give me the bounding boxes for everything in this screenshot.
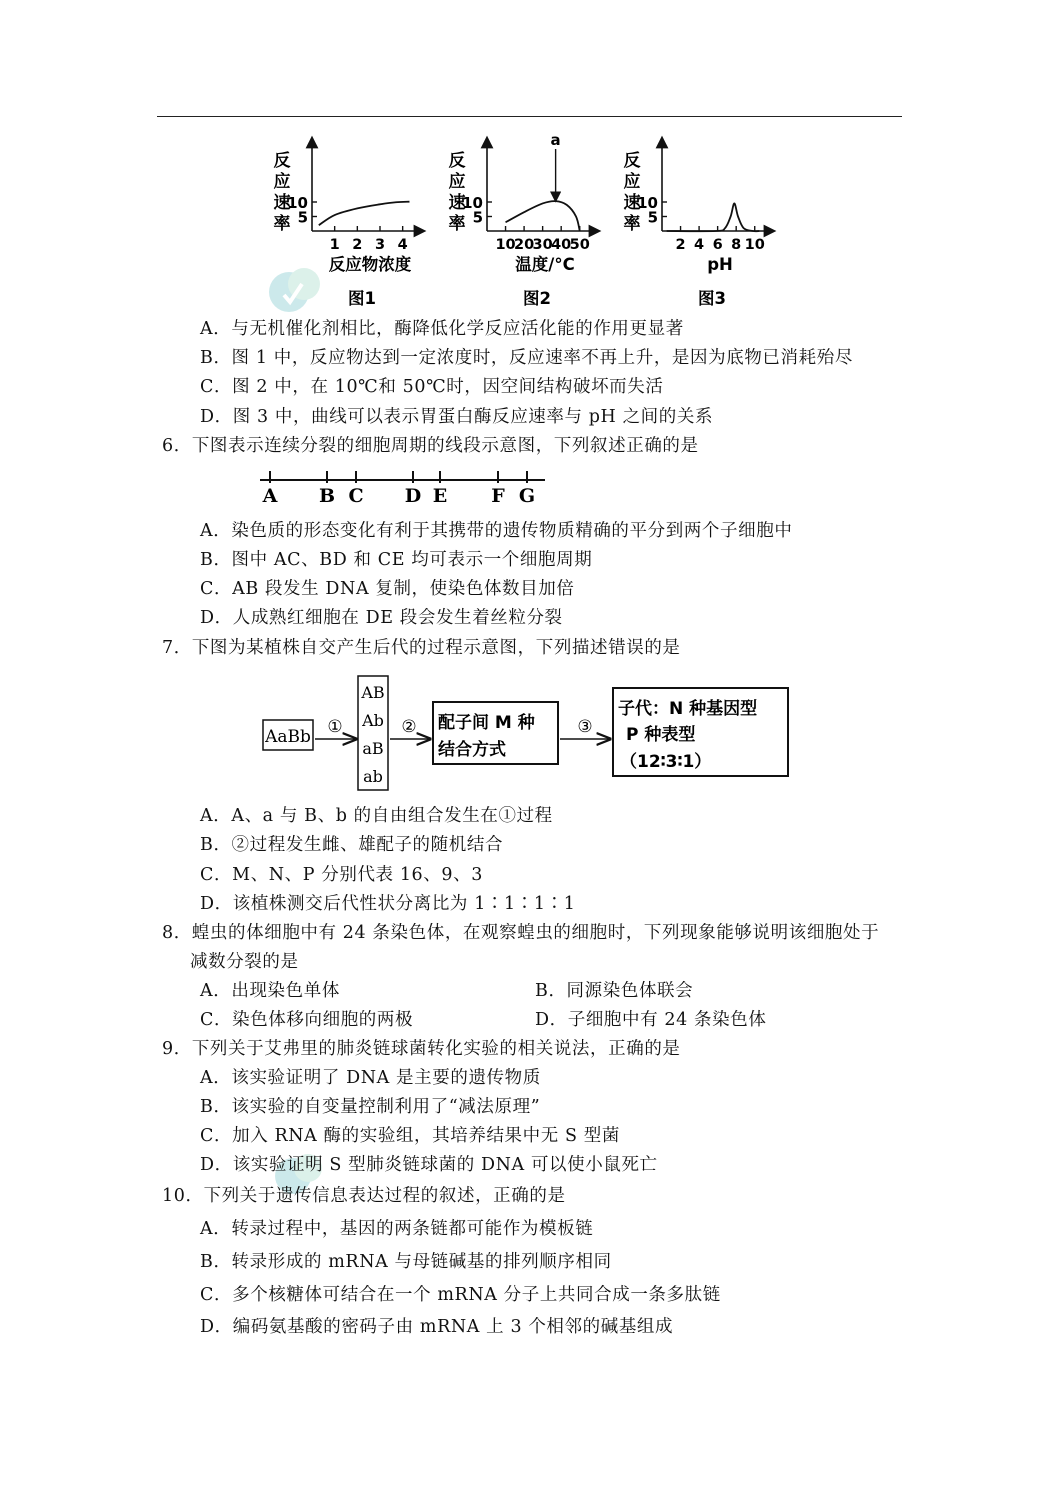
- q10-option-c: C．多个核糖体可结合在一个 mRNA 分子上共同合成一条多肽链: [200, 1285, 721, 1305]
- figure-3: [624, 142, 771, 308]
- q10-option-a: A．转录过程中，基因的两条链都可能作为模板链: [200, 1219, 594, 1239]
- y-axis-label-char: 应: [448, 172, 466, 192]
- y-axis-label-char: 率: [273, 214, 291, 234]
- y-axis-label-char: 速: [273, 193, 291, 213]
- figure-2: [449, 131, 596, 308]
- cycle-point-label: F: [491, 485, 505, 507]
- gamete-ab-mixed2: aB: [362, 739, 384, 758]
- x-tick-label: 20: [513, 237, 535, 253]
- gamete-ab-upper: AB: [361, 683, 385, 702]
- y-axis-label-char: 应: [273, 172, 291, 192]
- q9-option-a: A．该实验证明了 DNA 是主要的遗传物质: [200, 1068, 541, 1088]
- q7-stem: 7．下图为某植株自交产生后代的过程示意图，下列描述错误的是: [162, 638, 681, 658]
- q7-option-d: D．该植株测交后代性状分离比为 1∶1∶1∶1: [200, 894, 576, 914]
- y-axis-label-char: 速: [448, 193, 466, 213]
- figure-caption: 图2: [523, 289, 551, 308]
- gamete-ab-mixed1: Ab: [362, 711, 384, 730]
- y-axis-label-char: 反: [623, 151, 641, 171]
- y-tick-label: 10: [287, 194, 308, 212]
- x-tick-label: 1: [329, 237, 340, 253]
- x-tick-label: 10: [744, 237, 765, 253]
- q9-stem: 9．下列关于艾弗里的肺炎链球菌转化实验的相关说法，正确的是: [162, 1039, 681, 1059]
- x-axis-label: 反应物浓度: [328, 255, 412, 274]
- q10-option-b: B．转录形成的 mRNA 与母链碱基的排列顺序相同: [200, 1252, 612, 1272]
- x-tick-label: 30: [532, 237, 553, 253]
- cycle-point-label: E: [432, 485, 448, 507]
- q6-stem: 6．下图表示连续分裂的细胞周期的线段示意图，下列叙述正确的是: [162, 436, 699, 456]
- step-3-label: ③: [577, 717, 593, 737]
- y-tick-label: 5: [647, 208, 658, 227]
- x-axis-label: 温度/°C: [515, 255, 575, 274]
- offspring-text-1: 子代：N 种基因型: [618, 699, 758, 719]
- cell-cycle-line-diagram: [255, 468, 555, 508]
- x-tick-label: 2: [675, 237, 686, 253]
- q6-option-c: C．AB 段发生 DNA 复制，使染色体数目加倍: [200, 579, 575, 599]
- y-axis-label-char: 反: [448, 151, 466, 171]
- cycle-point-label: G: [518, 485, 536, 507]
- q10-stem: 10．下列关于遗传信息表达过程的叙述，正确的是: [162, 1186, 566, 1206]
- q5-option-d: D．图 3 中，曲线可以表示胃蛋白酶反应速率与 pH 之间的关系: [200, 407, 714, 427]
- q7-option-a: A．A、a 与 B、b 的自由组合发生在①过程: [200, 806, 553, 826]
- q8-option-d: D．子细胞中有 24 条染色体: [535, 1010, 767, 1030]
- q5-option-a: A．与无机催化剂相比，酶降低化学反应活化能的作用更显著: [200, 319, 684, 339]
- x-tick-label: 3: [374, 237, 386, 253]
- y-tick-label: 10: [462, 194, 483, 212]
- cycle-point-label: C: [348, 485, 364, 507]
- q7-option-b: B．②过程发生雌、雄配子的随机结合: [200, 835, 504, 855]
- q8-option-a: A．出现染色单体: [200, 981, 340, 1001]
- q6-option-a: A．染色质的形态变化有利于其携带的遗传物质精确的平分到两个子细胞中: [200, 521, 793, 541]
- gamete-ab-lower: ab: [363, 767, 383, 786]
- q6-option-b: B．图中 AC、BD 和 CE 均可表示一个细胞周期: [200, 550, 593, 570]
- step-2-label: ②: [401, 717, 417, 737]
- step-1-label: ①: [327, 717, 343, 737]
- y-axis-label-char: 率: [623, 214, 641, 234]
- y-axis-label-char: 速: [623, 193, 641, 213]
- enzyme-figures: [262, 130, 802, 315]
- figure-1: [274, 142, 421, 308]
- y-axis-label-char: 率: [448, 214, 466, 234]
- q5-option-b: B．图 1 中，反应物达到一定浓度时，反应速率不再上升，是因为底物已消耗殆尽: [200, 348, 853, 368]
- x-tick-label: 40: [551, 237, 572, 253]
- q9-option-d: D．该实验证明 S 型肺炎链球菌的 DNA 可以使小鼠死亡: [200, 1155, 658, 1175]
- q8-stem-line-2: 减数分裂的是: [190, 952, 299, 972]
- x-tick-label: 4: [694, 237, 705, 253]
- self-cross-flow-diagram: [258, 672, 793, 794]
- q8-option-c: C．染色体移向细胞的两极: [200, 1010, 414, 1030]
- q9-option-b: B．该实验的自变量控制利用了“减法原理”: [200, 1097, 541, 1117]
- x-tick-label: 2: [352, 237, 363, 253]
- series-line: [319, 202, 410, 225]
- figure-caption: 图3: [698, 289, 726, 308]
- cycle-point-label: B: [318, 485, 336, 507]
- x-tick-label: 10: [495, 237, 516, 253]
- q8-option-b: B．同源染色体联会: [535, 981, 694, 1001]
- parent-genotype: AaBb: [265, 727, 311, 747]
- peak-label: a: [550, 131, 561, 149]
- header-rule: [157, 116, 902, 117]
- figure-caption: 图1: [348, 289, 376, 308]
- cycle-point-label: A: [262, 485, 278, 507]
- combination-text-2: 结合方式: [438, 740, 506, 760]
- offspring-text-2: P 种表型: [626, 725, 696, 745]
- x-tick-label: 4: [397, 237, 408, 253]
- x-tick-label: 50: [569, 237, 590, 253]
- q9-option-c: C．加入 RNA 酶的实验组，其培养结果中无 S 型菌: [200, 1126, 620, 1146]
- y-tick-label: 5: [297, 208, 308, 227]
- q7-option-c: C．M、N、P 分别代表 16、9、3: [200, 865, 483, 885]
- offspring-ratio: （12∶3∶1）: [620, 752, 712, 772]
- q8-stem-line-1: 8．蝗虫的体细胞中有 24 条染色体，在观察蝗虫的细胞时，下列现象能够说明该细胞处于: [162, 923, 880, 943]
- cycle-point-label: D: [404, 485, 422, 507]
- q5-option-c: C．图 2 中，在 10℃和 50℃时，因空间结构破坏而失活: [200, 377, 664, 397]
- y-axis-label-char: 反: [273, 151, 291, 171]
- x-tick-label: 8: [731, 237, 742, 253]
- q6-option-d: D．人成熟红细胞在 DE 段会发生着丝粒分裂: [200, 608, 563, 628]
- x-axis-label: pH: [707, 255, 733, 274]
- x-tick-label: 6: [712, 237, 723, 253]
- y-tick-label: 10: [637, 194, 658, 212]
- q10-option-d: D．编码氨基酸的密码子由 mRNA 上 3 个相邻的碱基组成: [200, 1317, 674, 1337]
- y-axis-label-char: 应: [623, 172, 641, 192]
- combination-text-1: 配子间 M 种: [438, 713, 535, 733]
- y-tick-label: 5: [472, 208, 483, 227]
